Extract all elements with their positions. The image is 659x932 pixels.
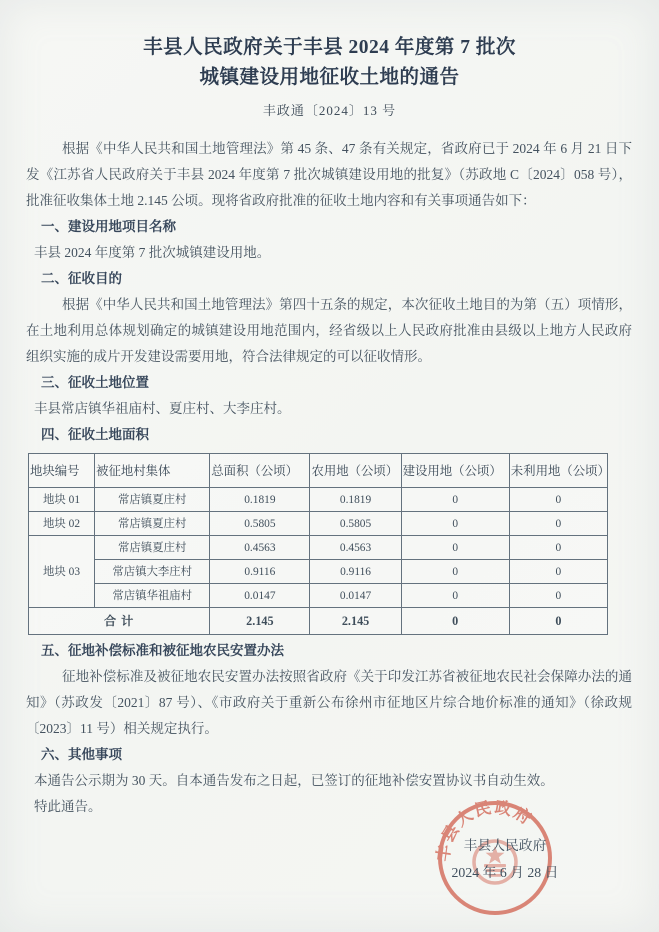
cell-total-label: 合 计 (29, 608, 210, 635)
cell-block01-unused: 0 (509, 488, 607, 512)
section-2-heading: 二、征收目的 (41, 271, 122, 286)
section-1-body: 丰县 2024 年度第 7 批次城镇建设用地。 (34, 245, 271, 260)
section-1-heading: 一、建设用地项目名称 (41, 219, 176, 234)
cell-total-total: 2.145 (210, 608, 310, 635)
section-6-body: 本通告公示期为 30 天。自本通告发布之日起，已签订的征地补偿安置协议书自动生效。 (34, 773, 554, 788)
table-row (29, 536, 608, 560)
document-title-line-1: 丰县人民政府关于丰县 2024 年度第 7 批次 (143, 37, 516, 58)
cell-block03a-total: 0.4563 (210, 536, 310, 560)
intro-paragraph: 根据《中华人民共和国土地管理法》第 45 条、47 条有关规定，省政府已于 2024 年 6 月 21 日下发《江苏省人民政府关于丰县 2024 年度第 7 批次城镇建设用地的批复》（苏政地 C〔2024〕058 号），批准征收集体土地 2.145 公顷。现将省政府批准的征收土地内容和有关事项通告如下： (26, 141, 632, 208)
cell-block01-id: 地块 01 (29, 488, 95, 512)
signature-block (400, 832, 610, 886)
document-title-line-2: 城镇建设用地征收土地的通告 (199, 67, 460, 88)
cell-block01-total: 0.1819 (210, 488, 310, 512)
document-number: 丰政通〔2024〕13 号 (262, 103, 397, 118)
cell-block02-total: 0.5805 (210, 512, 310, 536)
header-agri-land: 农用地（公顷） (310, 454, 401, 488)
section-5-body: 征地补偿标准及被征地农民安置办法按照省政府《关于印发江苏省被征地农民社会保障办法的通知》（苏政发〔2021〕87 号）、《市政府关于重新公布徐州市征地区片综合地价标准的通知》（徐政规〔2023〕11 号）相关规定执行。 (26, 669, 632, 736)
table-row (29, 560, 608, 584)
cell-block01-agri: 0.1819 (310, 488, 401, 512)
table-header-row (29, 454, 608, 488)
cell-block02-id: 地块 02 (29, 512, 95, 536)
section-3-heading: 三、征收土地位置 (41, 375, 149, 390)
header-village: 被征地村集体 (95, 454, 210, 488)
cell-block03c-unused: 0 (509, 584, 607, 608)
section-2-body: 根据《中华人民共和国土地管理法》第四十五条的规定，本次征收土地目的为第（五）项情形，在土地利用总体规划确定的城镇建设用地范围内，经省级以上人民政府批准由县级以上地方人民政府组织实施的成片开发建设需要用地，符合法律规定的可以征收情形。 (26, 297, 632, 364)
section-6-heading: 六、其他事项 (41, 747, 122, 762)
cell-total-constr: 0 (401, 608, 509, 635)
table-row (29, 512, 608, 536)
cell-block03c-constr: 0 (401, 584, 509, 608)
header-total-area: 总面积（公顷） (210, 454, 310, 488)
closing-line: 特此通告。 (34, 799, 102, 814)
signature-issuer: 丰县人民政府 (463, 838, 547, 853)
seal-arc-text: 丰县人民政府 (433, 797, 537, 863)
cell-block02-unused: 0 (509, 512, 607, 536)
document-body (26, 136, 632, 820)
section-3-body: 丰县常店镇华祖庙村、夏庄村、大李庄村。 (34, 401, 291, 416)
header-constr-land: 建设用地（公顷） (401, 454, 509, 488)
table-total-row (29, 608, 608, 635)
cell-block03b-village: 常店镇大李庄村 (95, 560, 210, 584)
cell-block03c-agri: 0.0147 (310, 584, 401, 608)
cell-block03a-constr: 0 (401, 536, 509, 560)
header-block-id: 地块编号 (29, 454, 95, 488)
header-unused-land: 未利用地（公顷） (509, 454, 607, 488)
cell-block02-constr: 0 (401, 512, 509, 536)
section-4-heading: 四、征收土地面积 (41, 427, 149, 442)
cell-block03c-village: 常店镇华祖庙村 (95, 584, 210, 608)
cell-block03b-constr: 0 (401, 560, 509, 584)
cell-block03-id: 地块 03 (29, 536, 95, 608)
table-row (29, 584, 608, 608)
section-5-heading: 五、征地补偿标准和被征地农民安置办法 (41, 643, 284, 658)
cell-block03a-agri: 0.4563 (310, 536, 401, 560)
table-row (29, 488, 608, 512)
cell-block02-agri: 0.5805 (310, 512, 401, 536)
cell-block03b-unused: 0 (509, 560, 607, 584)
cell-block03c-total: 0.0147 (210, 584, 310, 608)
signature-date: 2024 年 6 月 28 日 (451, 865, 559, 880)
cell-total-unused: 0 (509, 608, 607, 635)
cell-block02-village: 常店镇夏庄村 (95, 512, 210, 536)
cell-block01-village: 常店镇夏庄村 (95, 488, 210, 512)
document-title-block (0, 0, 659, 119)
cell-block03b-agri: 0.9116 (310, 560, 401, 584)
cell-block01-constr: 0 (401, 488, 509, 512)
land-area-table (28, 453, 608, 635)
cell-total-agri: 2.145 (310, 608, 401, 635)
cell-block03a-village: 常店镇夏庄村 (95, 536, 210, 560)
cell-block03a-unused: 0 (509, 536, 607, 560)
cell-block03b-total: 0.9116 (210, 560, 310, 584)
